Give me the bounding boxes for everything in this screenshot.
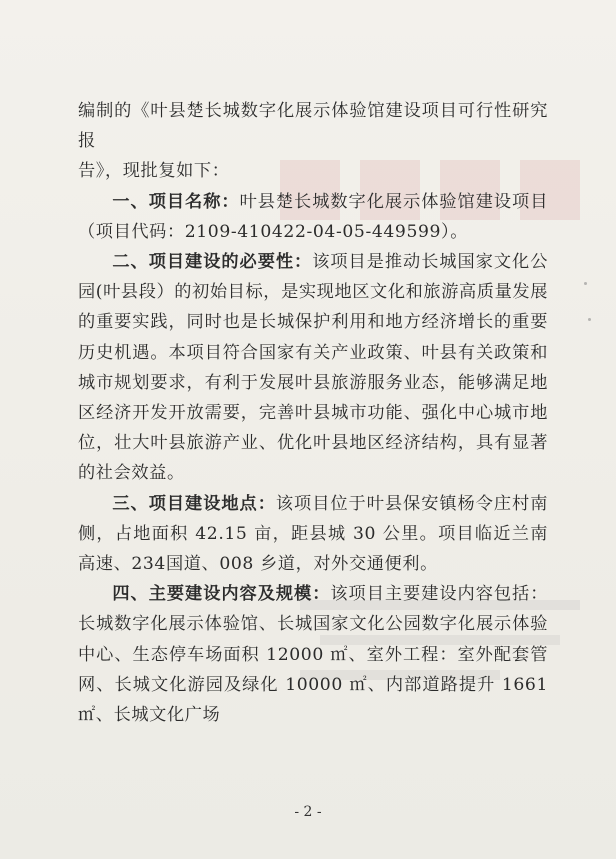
intro-paragraph — [78, 96, 548, 187]
section-2-text: 该项目是推动长城国家文化公园(叶县段）的初始目标，是实现地区文化和旅游高质量发展的重要实践，同时也是长城保护利用和地方经济增长的重要历史机遇。本项目符合国家有关产业政策、叶县有关政策和城市规划要求，有利于发展叶县旅游服务业态，能够满足地区经济开发开放需要，完善叶县城市功能、强化中心城市地位，壮大叶县旅游产业、优化叶县地区经济结构，具有显著的社会效益。 — [78, 252, 548, 484]
section-necessity — [78, 247, 548, 489]
intro-line-1: 编制的《叶县楚长城数字化展示体验馆建设项目可行性研究报 — [78, 101, 548, 152]
section-4-heading: 四、主要建设内容及规模： — [112, 584, 331, 605]
section-location — [78, 489, 548, 580]
section-3-heading: 三、项目建设地点： — [112, 493, 276, 514]
paper-speck — [588, 318, 591, 321]
section-4-text: 该项目主要建设内容包括：长城数字化展示体验馆、长城国家文化公园数字化展示体验中心、生态停车场面积 12000 ㎡、室外工程：室外配套管网、长城文化游园及绿化 10000 ㎡、内部道路提升 1661 ㎡、长城文化广场 — [78, 584, 549, 726]
page-number: - 2 - — [294, 804, 322, 820]
document-body — [78, 96, 548, 730]
section-project-name — [78, 187, 548, 247]
section-2-heading: 二、项目建设的必要性： — [112, 252, 313, 273]
section-1-text: 叶县楚长城数字化展示体验馆建设项目（项目代码：2109-410422-04-05-449599）。 — [78, 191, 549, 242]
section-3-text: 该项目位于叶县保安镇杨令庄村南侧，占地面积 42.15 亩，距县城 30 公里。项目临近兰南高速、234国道、008 乡道，对外交通便利。 — [78, 493, 548, 575]
section-1-heading: 一、项目名称： — [112, 191, 240, 212]
section-content-scale — [78, 579, 548, 730]
paper-speck — [584, 282, 587, 285]
intro-line-2: 告》，现批复如下： — [78, 161, 230, 182]
